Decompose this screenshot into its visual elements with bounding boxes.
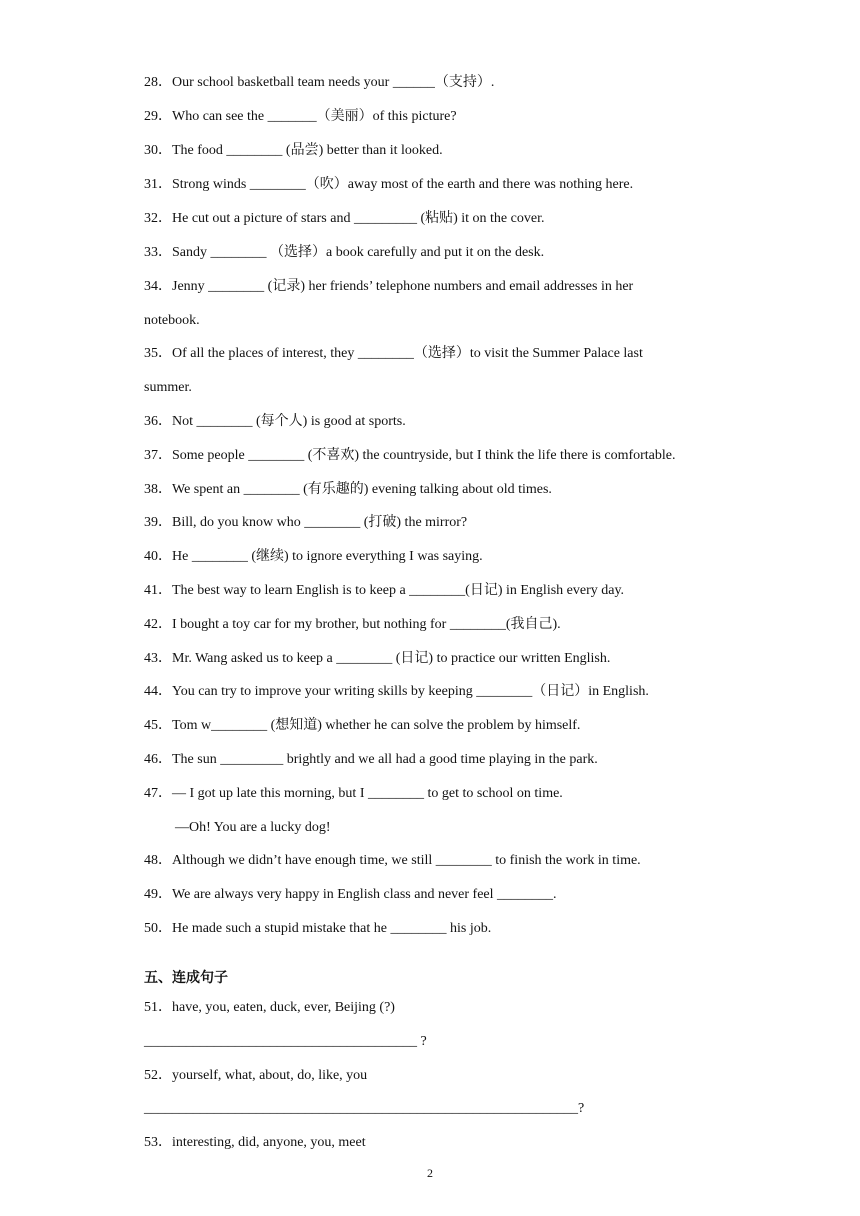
section-title: 五、连成句子 <box>144 970 228 986</box>
question-53: 53．interesting, did, anyone, you, meet <box>144 1135 366 1150</box>
answer-line-51: _______________________________________ ? <box>144 1034 427 1049</box>
question-28: 28．Our school basketball team needs your ______（支持）. <box>144 75 495 90</box>
question-51: 51．have, you, eaten, duck, ever, Beijing (?) <box>144 1000 395 1015</box>
question-39: 39．Bill, do you know who ________ (打破) the mirror? <box>144 515 468 530</box>
question-40: 40．He ________ (继续) to ignore everything I was saying. <box>144 549 483 564</box>
question-38: 38．We spent an ________ (有乐趣的) evening talking about old times. <box>144 482 552 497</box>
question-36: 36．Not ________ (每个人) is good at sports. <box>144 414 406 429</box>
question-49: 49．We are always very happy in English class and never feel ________. <box>144 887 557 902</box>
question-52: 52．yourself, what, about, do, like, you <box>144 1068 368 1083</box>
question-43: 43．Mr. Wang asked us to keep a ________ (日记) to practice our written English. <box>144 651 611 666</box>
question-48: 48．Although we didn’t have enough time, we still ________ to finish the work in time. <box>144 853 641 868</box>
question-34: 34．Jenny ________ (记录) her friends’ telephone numbers and email addresses in her <box>144 279 634 294</box>
question-46: 46．The sun _________ brightly and we all had a good time playing in the park. <box>144 752 598 767</box>
question-35: 35．Of all the places of interest, they ________（选择）to visit the Summer Palace last <box>144 346 643 361</box>
answer-line-52: ______________________________________________________________? <box>144 1101 585 1116</box>
question-35-continuation: summer. <box>144 380 192 395</box>
question-50: 50．He made such a stupid mistake that he ________ his job. <box>144 921 492 936</box>
question-45: 45．Tom w________ (想知道) whether he can solve the problem by himself. <box>144 718 581 733</box>
question-47-reply: —Oh! You are a lucky dog! <box>175 820 331 835</box>
question-33: 33．Sandy ________ （选择）a book carefully and put it on the desk. <box>144 245 545 260</box>
page-number: 2 <box>427 1166 433 1180</box>
question-41: 41．The best way to learn English is to keep a ________(日记) in English every day. <box>144 583 625 598</box>
question-29: 29．Who can see the _______（美丽）of this picture? <box>144 109 457 124</box>
question-34-continuation: notebook. <box>144 313 200 328</box>
question-30: 30．The food ________ (品尝) better than it looked. <box>144 143 443 158</box>
question-44: 44．You can try to improve your writing skills by keeping ________（日记）in English. <box>144 684 649 699</box>
question-31: 31．Strong winds ________（吹）away most of the earth and there was nothing here. <box>144 177 634 192</box>
question-47: 47．— I got up late this morning, but I ________ to get to school on time. <box>144 786 563 801</box>
question-42: 42．I bought a toy car for my brother, but nothing for ________(我自己). <box>144 617 561 632</box>
question-37: 37．Some people ________ (不喜欢) the countryside, but I think the life there is comfortable. <box>144 448 676 463</box>
question-32: 32．He cut out a picture of stars and _________ (粘贴) it on the cover. <box>144 211 545 226</box>
